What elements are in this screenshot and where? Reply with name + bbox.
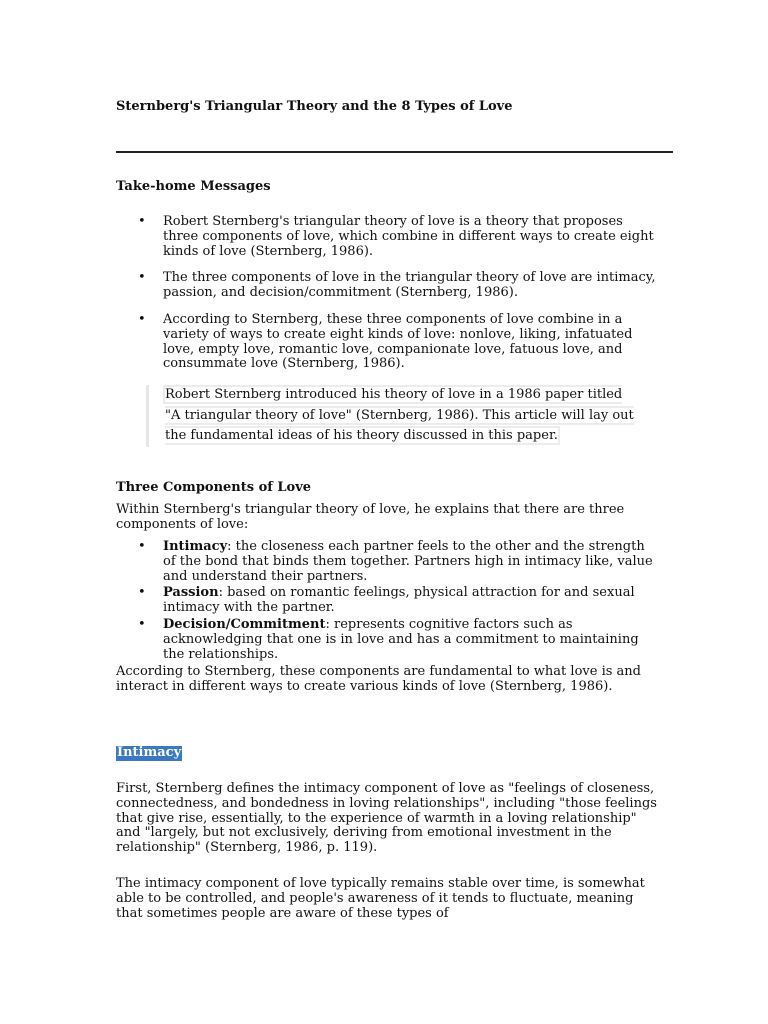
components-heading: Three Components of Love (116, 480, 312, 495)
component-term: Intimacy (163, 539, 228, 554)
takehome-heading: Take-home Messages (116, 179, 271, 194)
components-list (116, 540, 661, 664)
component-description: : the closeness each partner feels to the other and the strength of the bond that binds them together. Partners high in intimacy like, value and understand their partners. (163, 539, 653, 584)
list-item (116, 540, 661, 584)
list-item (116, 215, 661, 259)
blockquote-text: Robert Sternberg introduced his theory of love in a 1986 paper titled "A triangular theory of love" (Sternberg, 1986). This article will lay out the fundamental ideas of his theory discussed in this paper. (165, 387, 634, 443)
list-item (116, 271, 661, 301)
intro-blockquote (146, 385, 635, 447)
bullet-icon: • (138, 270, 146, 286)
component-description: : based on romantic feelings, physical attraction for and sexual intimacy with the partner. (163, 585, 635, 616)
bullet-icon: • (138, 311, 146, 327)
takehome-list (116, 215, 661, 384)
intimacy-paragraph-2: The intimacy component of love typically remains stable over time, is somewhat able to be controlled, and people's awareness of it tends to fluctuate, meaning that sometimes people are aware of these types of (116, 876, 645, 921)
bullet-icon: • (138, 539, 146, 554)
title-divider (116, 151, 673, 153)
document-title: Sternberg's Triangular Theory and the 8 Types of Love (116, 99, 513, 114)
list-item-text: According to Sternberg, these three components of love combine in a variety of ways to create eight kinds of love: nonlove, liking, infatuated love, empty love, romantic love, companionate love, fatuous love, and consummate love (Sternberg, 1986). (163, 311, 633, 372)
list-item (116, 313, 661, 372)
component-term: Passion (163, 585, 219, 601)
components-conclusion: According to Sternberg, these components are fundamental to what love is and interact in different ways to create various kinds of love (Sternberg, 1986). (116, 664, 641, 694)
intimacy-paragraph-1: First, Sternberg defines the intimacy component of love as "feelings of closeness, connectedness, and bondedness in loving relationships", including "those feelings that give rise, essentially, to the experience of warmth in a loving relationship" and "largely, but not exclusively, deriving from emotional investment in the relationship" (Sternberg, 1986, p. 119). (116, 781, 657, 856)
bullet-icon: • (138, 214, 146, 229)
list-item-text: The three components of love in the triangular theory of love are intimacy, passion, and decision/commitment (Sternberg, 1986). (163, 270, 656, 301)
bullet-icon: • (138, 585, 146, 601)
intimacy-heading: Intimacy (117, 745, 182, 760)
component-term: Decision/Commitment (163, 616, 326, 632)
component-description: : represents cognitive factors such as acknowledging that one is in love and has a commitment to maintaining the relationships. (163, 616, 639, 662)
list-item-text: Robert Sternberg's triangular theory of love is a theory that proposes three components of love, which combine in different ways to create eight kinds of love (Sternberg, 1986). (163, 214, 654, 259)
list-item (116, 618, 661, 662)
components-intro: Within Sternberg's triangular theory of love, he explains that there are three components of love: (116, 502, 625, 532)
bullet-icon: • (138, 616, 146, 632)
list-item (116, 586, 661, 616)
